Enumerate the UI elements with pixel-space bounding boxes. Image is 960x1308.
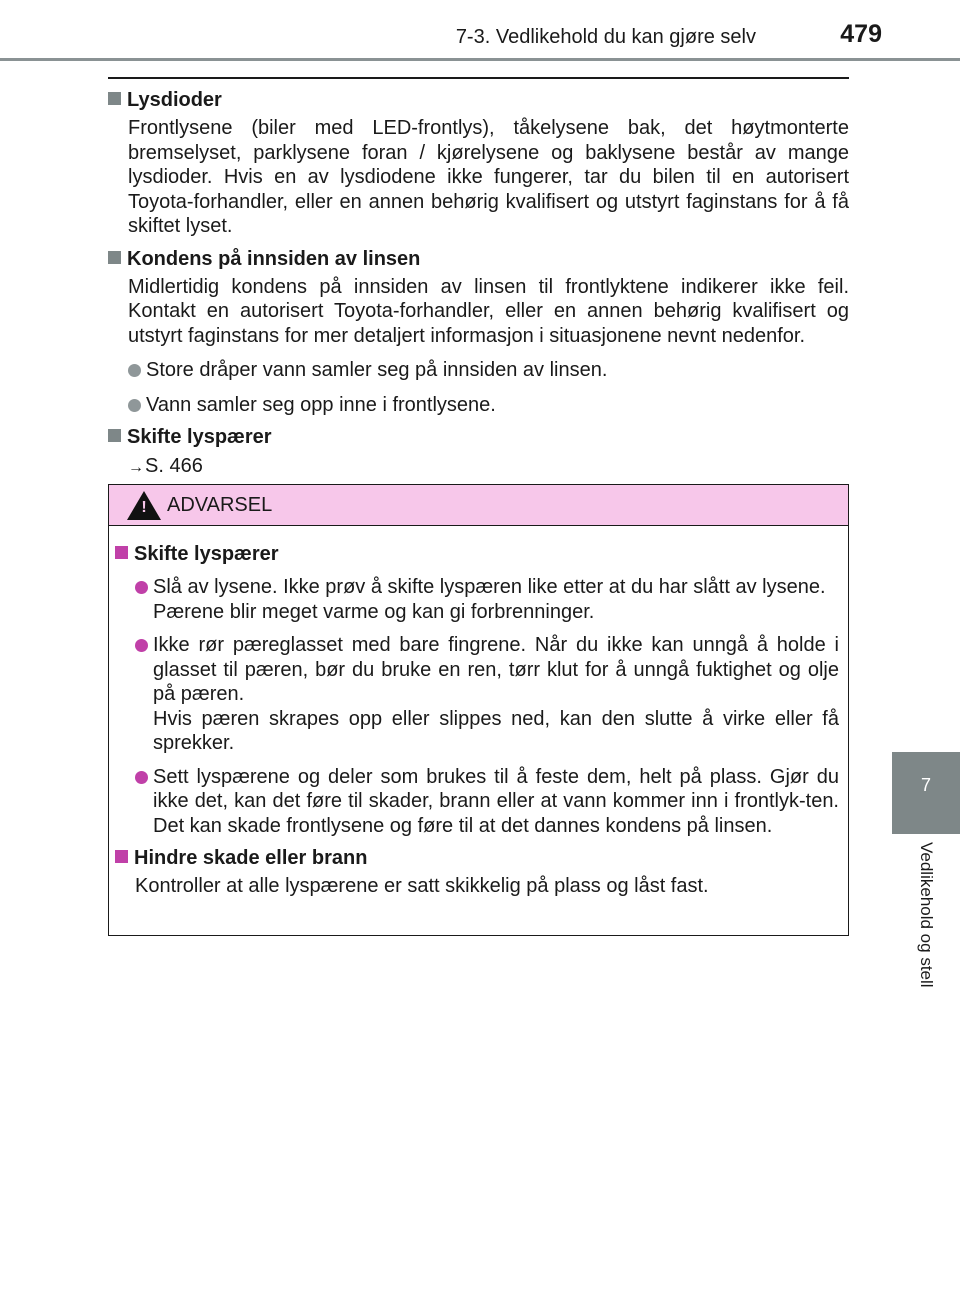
circle-bullet-icon [128, 364, 141, 377]
list-item-text: Vann samler seg opp inne i frontlysene. [146, 393, 496, 416]
page-reference-text: S. 466 [145, 455, 203, 477]
condensation-text: Midlertidig kondens på innsiden av linsen til frontlyktene indikerer ikke feil. Kontakt en autorisert Toyota-forhandler, eller en annen behørig kvalifisert og utstyrt faginstans for mer detaljert informasjon i situasjonene nevnt nedenfor. [128, 275, 849, 347]
page-number: 479 [840, 20, 882, 48]
warning-header [109, 485, 848, 526]
square-bullet-icon [115, 546, 128, 559]
list-item [128, 393, 849, 418]
warning-body [109, 526, 848, 899]
page-reference-link[interactable] [128, 454, 849, 480]
exclamation-icon: ! [141, 499, 147, 516]
warning-heading-text: Skifte lyspærer [134, 543, 279, 565]
section-heading-text: Kondens på innsiden av linsen [127, 247, 421, 270]
square-bullet-icon [115, 850, 128, 863]
section-heading-bulbs [108, 425, 849, 449]
section-heading-condensation [108, 247, 849, 271]
warning-item-text: Slå av lysene. Ikke prøv å skifte lyspæren like etter at du har slått av lysene. [153, 576, 826, 598]
section-heading-text: Skifte lyspærer [127, 426, 272, 448]
warning-item-text: Sett lyspærene og deler som brukes til å feste dem, helt på plass. Gjør du ikke det, kan det føre til skader, brann eller at vann kommer inn i frontlyk-ten. Det kan skade frontlysene og føre til at det dannes kondens på linsen. [153, 765, 839, 837]
circle-bullet-icon [128, 399, 141, 412]
led-text: Frontlysene (biler med LED-frontlys), tåkelysene bak, det høytmonterte bremselyset, parklysene foran / kjørelysene og baklysene består av mange lysdioder. Hvis en av lysdiodene ikke fungerer, tar du bilen til en autorisert Toyota-forhandler, eller en annen behørig kvalifisert og utstyrt faginstans for å få skiftet lyset. [128, 117, 849, 237]
warning-heading-fire [115, 846, 839, 870]
circle-bullet-icon [135, 771, 148, 784]
square-bullet-icon [108, 251, 121, 264]
main-content [108, 88, 849, 480]
list-item [128, 358, 849, 383]
warning-heading-bulbs [115, 542, 839, 566]
chapter-tab[interactable] [892, 752, 960, 834]
square-bullet-icon [108, 92, 121, 105]
circle-bullet-icon [135, 639, 148, 652]
chapter-number: 7 [920, 775, 931, 795]
list-item-text: Store dråper vann samler seg på innsiden av linsen. [146, 359, 608, 381]
arrow-right-icon: → [128, 459, 144, 476]
warning-fire-text: Kontroller at alle lyspærene er satt skikkelig på plass og låst fast. [135, 875, 709, 897]
warning-item-text: Ikke rør pæreglasset med bare fingrene. Når du ikke kan unngå å holde i glasset til pæren, bør du bruke en ren, tørr klut for å unngå fuktighet og olje på pæren. [153, 634, 839, 705]
header-rule [0, 58, 960, 61]
chapter-tab-label [892, 836, 960, 1036]
warning-item-extra: Pærene blir meget varme og kan gi forbrenninger. [153, 600, 595, 623]
warning-heading-text: Hindre skade eller brann [134, 847, 368, 869]
chapter-label: Vedlikehold og stell [917, 842, 936, 988]
section-heading-text: Lysdioder [127, 89, 222, 111]
warning-list-item [135, 765, 839, 839]
section-heading-led [108, 88, 849, 112]
warning-item-extra: Hvis pæren skrapes opp eller slippes ned, kan den slutte å virke eller få sprekker. [153, 707, 839, 754]
square-bullet-icon [108, 429, 121, 442]
warning-title: ADVARSEL [167, 494, 273, 516]
warning-list-item [135, 575, 839, 624]
content-rule [108, 77, 849, 79]
warning-box [108, 484, 849, 936]
header-title: 7-3. Vedlikehold du kan gjøre selv [455, 26, 756, 48]
warning-list-item [135, 633, 839, 756]
circle-bullet-icon [135, 581, 148, 594]
